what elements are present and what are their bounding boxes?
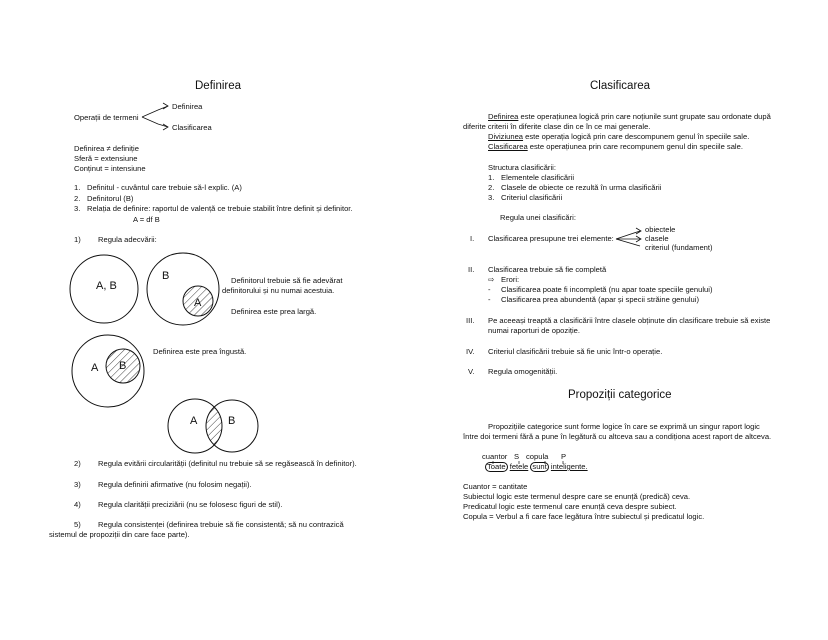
note-2: Subiectul logic este termenul despre care se enunță (predică) ceva. (463, 492, 691, 501)
list-text: Definitul - cuvântul care trebuie să-l explic. (A) (87, 183, 242, 192)
rule-num: 2) (74, 459, 81, 468)
rule-roman: II. (468, 265, 475, 274)
intro-line-3 (488, 132, 749, 142)
venn2-a-label: A (91, 362, 99, 374)
venn1-ab-circle (70, 255, 138, 323)
element-clasele: clasele (645, 234, 669, 243)
word-toate: Toate (487, 462, 506, 471)
rule-num: 5) (74, 520, 81, 529)
structure-title: Structura clasificării: (488, 163, 556, 172)
rule-text: Clasificarea presupune trei elemente: (488, 234, 614, 243)
rule-text: Regula omogenității. (488, 367, 558, 376)
arrow-icon: ⇨ (488, 275, 495, 284)
intro-text: este operația logică prin care descompunem genul în speciile sale. (523, 132, 750, 141)
rule-text: Regula consistenței (definirea trebuie să fie consistentă; să nu contrazică (98, 520, 344, 529)
venn1-ab-label: A, B (96, 280, 117, 292)
operation-definirea: Definirea (172, 102, 203, 111)
rule-text: Regula definirii afirmative (nu folosim negații). (98, 480, 252, 489)
propositions-title: Propoziții categorice (568, 389, 672, 401)
label-s: S (514, 452, 520, 461)
label-cuantor: cuantor (482, 452, 508, 461)
bullet: - (488, 285, 491, 294)
struct-num: 1. (488, 173, 495, 182)
venn1-b-label: B (162, 270, 170, 282)
list-text: Definitorul (B) (87, 194, 134, 203)
venn1-note-1: Definitorul trebuie să fie adevărat (231, 276, 343, 285)
def-line-3: Conținut = intensiune (74, 164, 146, 173)
rule-text: Regula evitării circularității (definitul nu trebuie să se regăsească în definitor). (98, 459, 357, 468)
rule-text: Clasificarea trebuie să fie completă (488, 265, 607, 274)
word-sunt: sunt (532, 462, 547, 471)
struct-text: Clasele de obiecte ce rezultă în urma clasificării (501, 183, 662, 192)
operations-arrows (142, 103, 168, 130)
prop-intro-1: Propozițiile categorice sunt forme logice în care se exprimă un singur raport logic (488, 422, 760, 431)
formula: A = df B (133, 215, 160, 224)
rule-text: Regula clarității preciziării (nu se folosesc figuri de stil). (98, 500, 283, 509)
intro-text: este operațiunea prin care recompunem genul din speciile sale. (527, 142, 743, 151)
note-4: Copula = Verbul a fi care face legătura între subiectul și predicatul logic. (463, 512, 705, 521)
errors-label: Erori: (501, 275, 520, 284)
rule-roman: V. (468, 367, 475, 376)
right-title: Clasificarea (590, 80, 651, 92)
operation-clasificarea: Clasificarea (172, 123, 212, 132)
def-line-2: Sferă = extensiune (74, 154, 138, 163)
intro-line-4 (488, 142, 743, 152)
rule-title: Regula unei clasificări: (500, 213, 576, 222)
venn3-b-label: B (228, 415, 236, 427)
rule-text: Criteriul clasificării trebuie să fie unic într-o operație. (488, 347, 663, 356)
error-2: Clasificarea prea abundentă (apar și specii străine genului) (501, 295, 699, 304)
term-definirea: Definirea (488, 112, 519, 121)
struct-num: 2. (488, 183, 495, 192)
def-line-1: Definirea ≠ definiție (74, 144, 139, 153)
term-diviziunea: Diviziunea (488, 132, 524, 141)
bullet: - (488, 295, 491, 304)
list-text: Relația de definire: raportul de valență ce trebuie stabilit între definit și definitor. (87, 204, 353, 213)
venn1-a-circle (183, 286, 213, 316)
intro-line-2: diferite criterii în diferite clase din ce în ce mai generale. (463, 122, 651, 131)
list-num: 1. (74, 183, 81, 192)
note-3: Predicatul logic este termenul care enunță ceva despre subiect. (463, 502, 677, 511)
venn1-note-2: definitorului și nu numai acestuia. (222, 286, 335, 295)
venn1-note-3: Definirea este prea largă. (231, 307, 317, 316)
intro-text: este operațiunea logică prin care noțiunile sunt grupate sau ordonate după (518, 112, 771, 121)
example-sentence (485, 462, 588, 472)
rule-num: 1) (74, 235, 81, 244)
rule-text-cont: numai raporturi de opoziție. (488, 326, 581, 335)
intro-line-1 (488, 112, 771, 122)
note-1: Cuantor = cantitate (463, 482, 528, 491)
struct-text: Elementele clasificării (501, 173, 575, 182)
venn1-b-circle (147, 253, 219, 325)
rule-roman: IV. (466, 347, 475, 356)
error-1: Clasificarea poate fi incompletă (nu apar toate speciile genului) (501, 285, 713, 294)
prop-intro-2: între doi termeni fără a pune în legătură cu altceva sau a condiționa acest raport de altceva. (463, 432, 772, 441)
left-title: Definirea (195, 80, 242, 92)
struct-text: Criteriul clasificării (501, 193, 563, 202)
word-inteligente: inteligente. (550, 462, 588, 471)
list-num: 2. (74, 194, 81, 203)
rule-text-cont: sistemul de propoziții din care face parte). (49, 530, 190, 539)
rule-roman: I. (470, 234, 475, 243)
venn2-note: Definirea este prea îngustă. (153, 347, 247, 356)
rule-roman: III. (466, 316, 475, 325)
term-clasificarea: Clasificarea (488, 142, 528, 151)
operations-label: Operații de termeni (74, 113, 139, 122)
element-criteriul: criteriul (fundament) (645, 243, 713, 252)
word-fetele: fetele (509, 462, 529, 471)
list-num: 3. (74, 204, 81, 213)
classification-arrows (616, 228, 641, 246)
rule-num: 3) (74, 480, 81, 489)
rule-text: Pe aceeași treaptă a clasificării între clasele obținute din clasificare trebuie să existe (488, 316, 771, 325)
label-p: P (561, 452, 567, 461)
venn3-a-label: A (190, 415, 198, 427)
element-obiectele: obiectele (645, 225, 676, 234)
rule-num: 4) (74, 500, 81, 509)
struct-num: 3. (488, 193, 495, 202)
label-copula: copula (526, 452, 549, 461)
rule-text: Regula adecvării: (98, 235, 157, 244)
venn2-b-circle (106, 349, 140, 383)
